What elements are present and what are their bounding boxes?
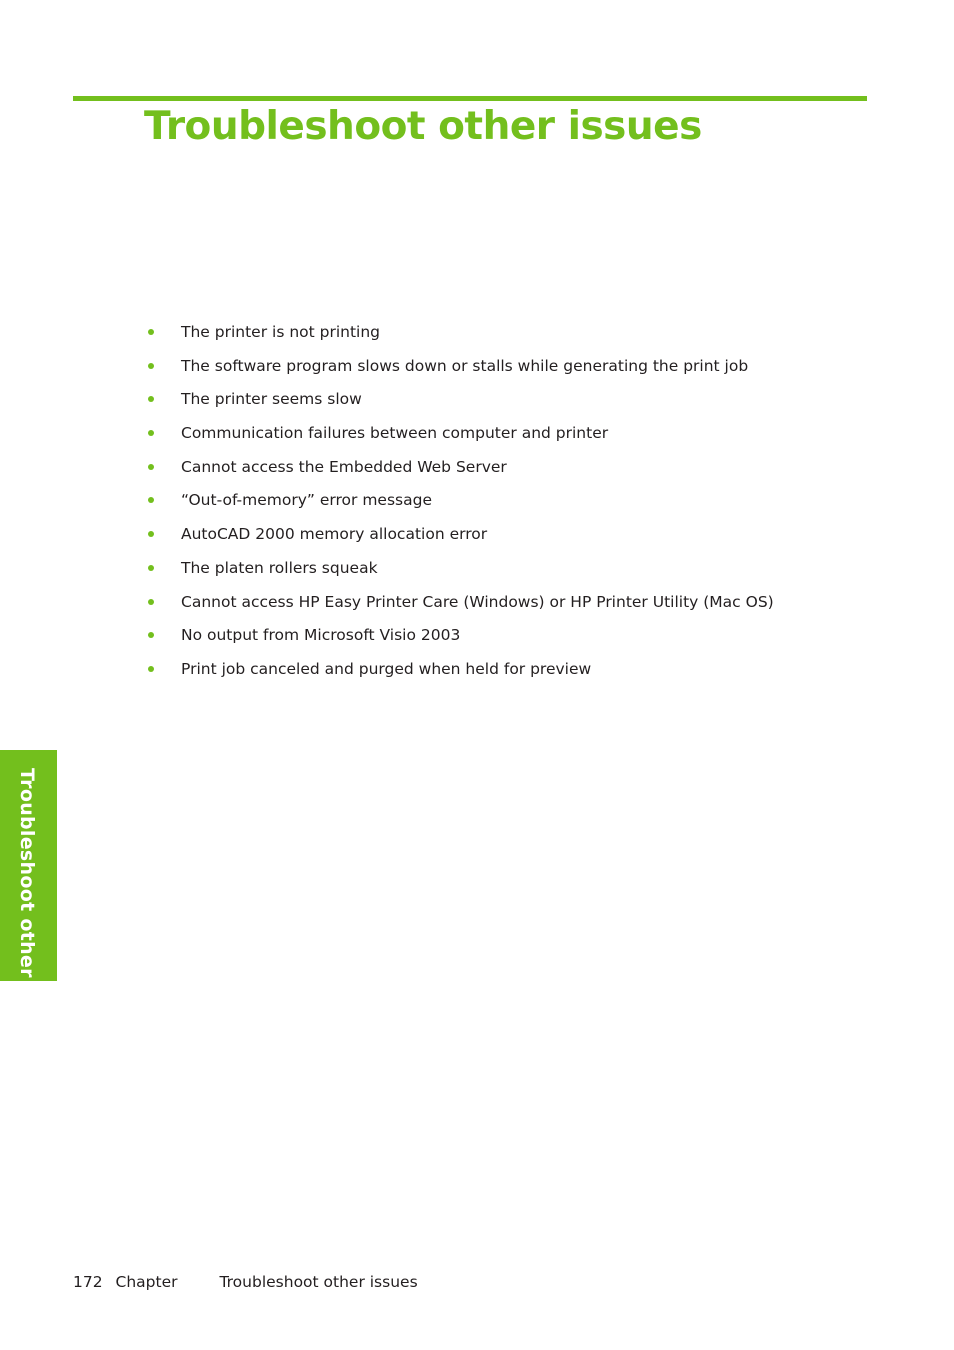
- list-item[interactable]: [0, 420, 954, 454]
- list-item[interactable]: [0, 353, 954, 387]
- list-item[interactable]: [0, 487, 954, 521]
- list-item[interactable]: [0, 656, 954, 690]
- side-tab-label: Troubleshoot other: [16, 768, 38, 978]
- topic-link[interactable]: Print job canceled and purged when held for preview: [181, 659, 592, 678]
- bullet-icon: [148, 599, 154, 605]
- topic-link[interactable]: Cannot access the Embedded Web Server: [181, 457, 507, 476]
- topic-link[interactable]: No output from Microsoft Visio 2003: [181, 626, 461, 645]
- list-item[interactable]: [0, 589, 954, 623]
- topic-link[interactable]: “Out-of-memory” error message: [181, 491, 432, 510]
- bullet-icon: [148, 565, 154, 571]
- chapter-side-tab: [0, 750, 57, 981]
- topic-link[interactable]: AutoCAD 2000 memory allocation error: [181, 525, 488, 544]
- bullet-icon: [148, 396, 154, 402]
- topic-list: [0, 319, 954, 690]
- topic-link[interactable]: Communication failures between computer and printer: [181, 424, 609, 443]
- list-item[interactable]: [0, 454, 954, 488]
- bullet-icon: [148, 632, 154, 638]
- bullet-icon: [148, 464, 154, 470]
- footer-chapter-title: Troubleshoot other issues: [219, 1273, 418, 1291]
- list-item[interactable]: [0, 386, 954, 420]
- list-item[interactable]: [0, 521, 954, 555]
- page-footer: [73, 1269, 418, 1295]
- list-item[interactable]: [0, 319, 954, 353]
- bullet-icon: [148, 329, 154, 335]
- list-item[interactable]: [0, 622, 954, 656]
- list-item[interactable]: [0, 555, 954, 589]
- bullet-icon: [148, 430, 154, 436]
- topic-link[interactable]: The printer seems slow: [181, 390, 362, 409]
- bullet-icon: [148, 363, 154, 369]
- page-title: Troubleshoot other issues: [144, 104, 702, 149]
- page-number: 172: [73, 1273, 103, 1291]
- bullet-icon: [148, 666, 154, 672]
- topic-link[interactable]: Cannot access HP Easy Printer Care (Windows) or HP Printer Utility (Mac OS): [181, 592, 774, 611]
- chapter-label: Chapter: [115, 1273, 178, 1291]
- bullet-icon: [148, 497, 154, 503]
- topic-link[interactable]: The platen rollers squeak: [181, 558, 378, 577]
- topic-link[interactable]: The software program slows down or stalls while generating the print job: [181, 356, 749, 375]
- bullet-icon: [148, 531, 154, 537]
- topic-link[interactable]: The printer is not printing: [181, 323, 381, 341]
